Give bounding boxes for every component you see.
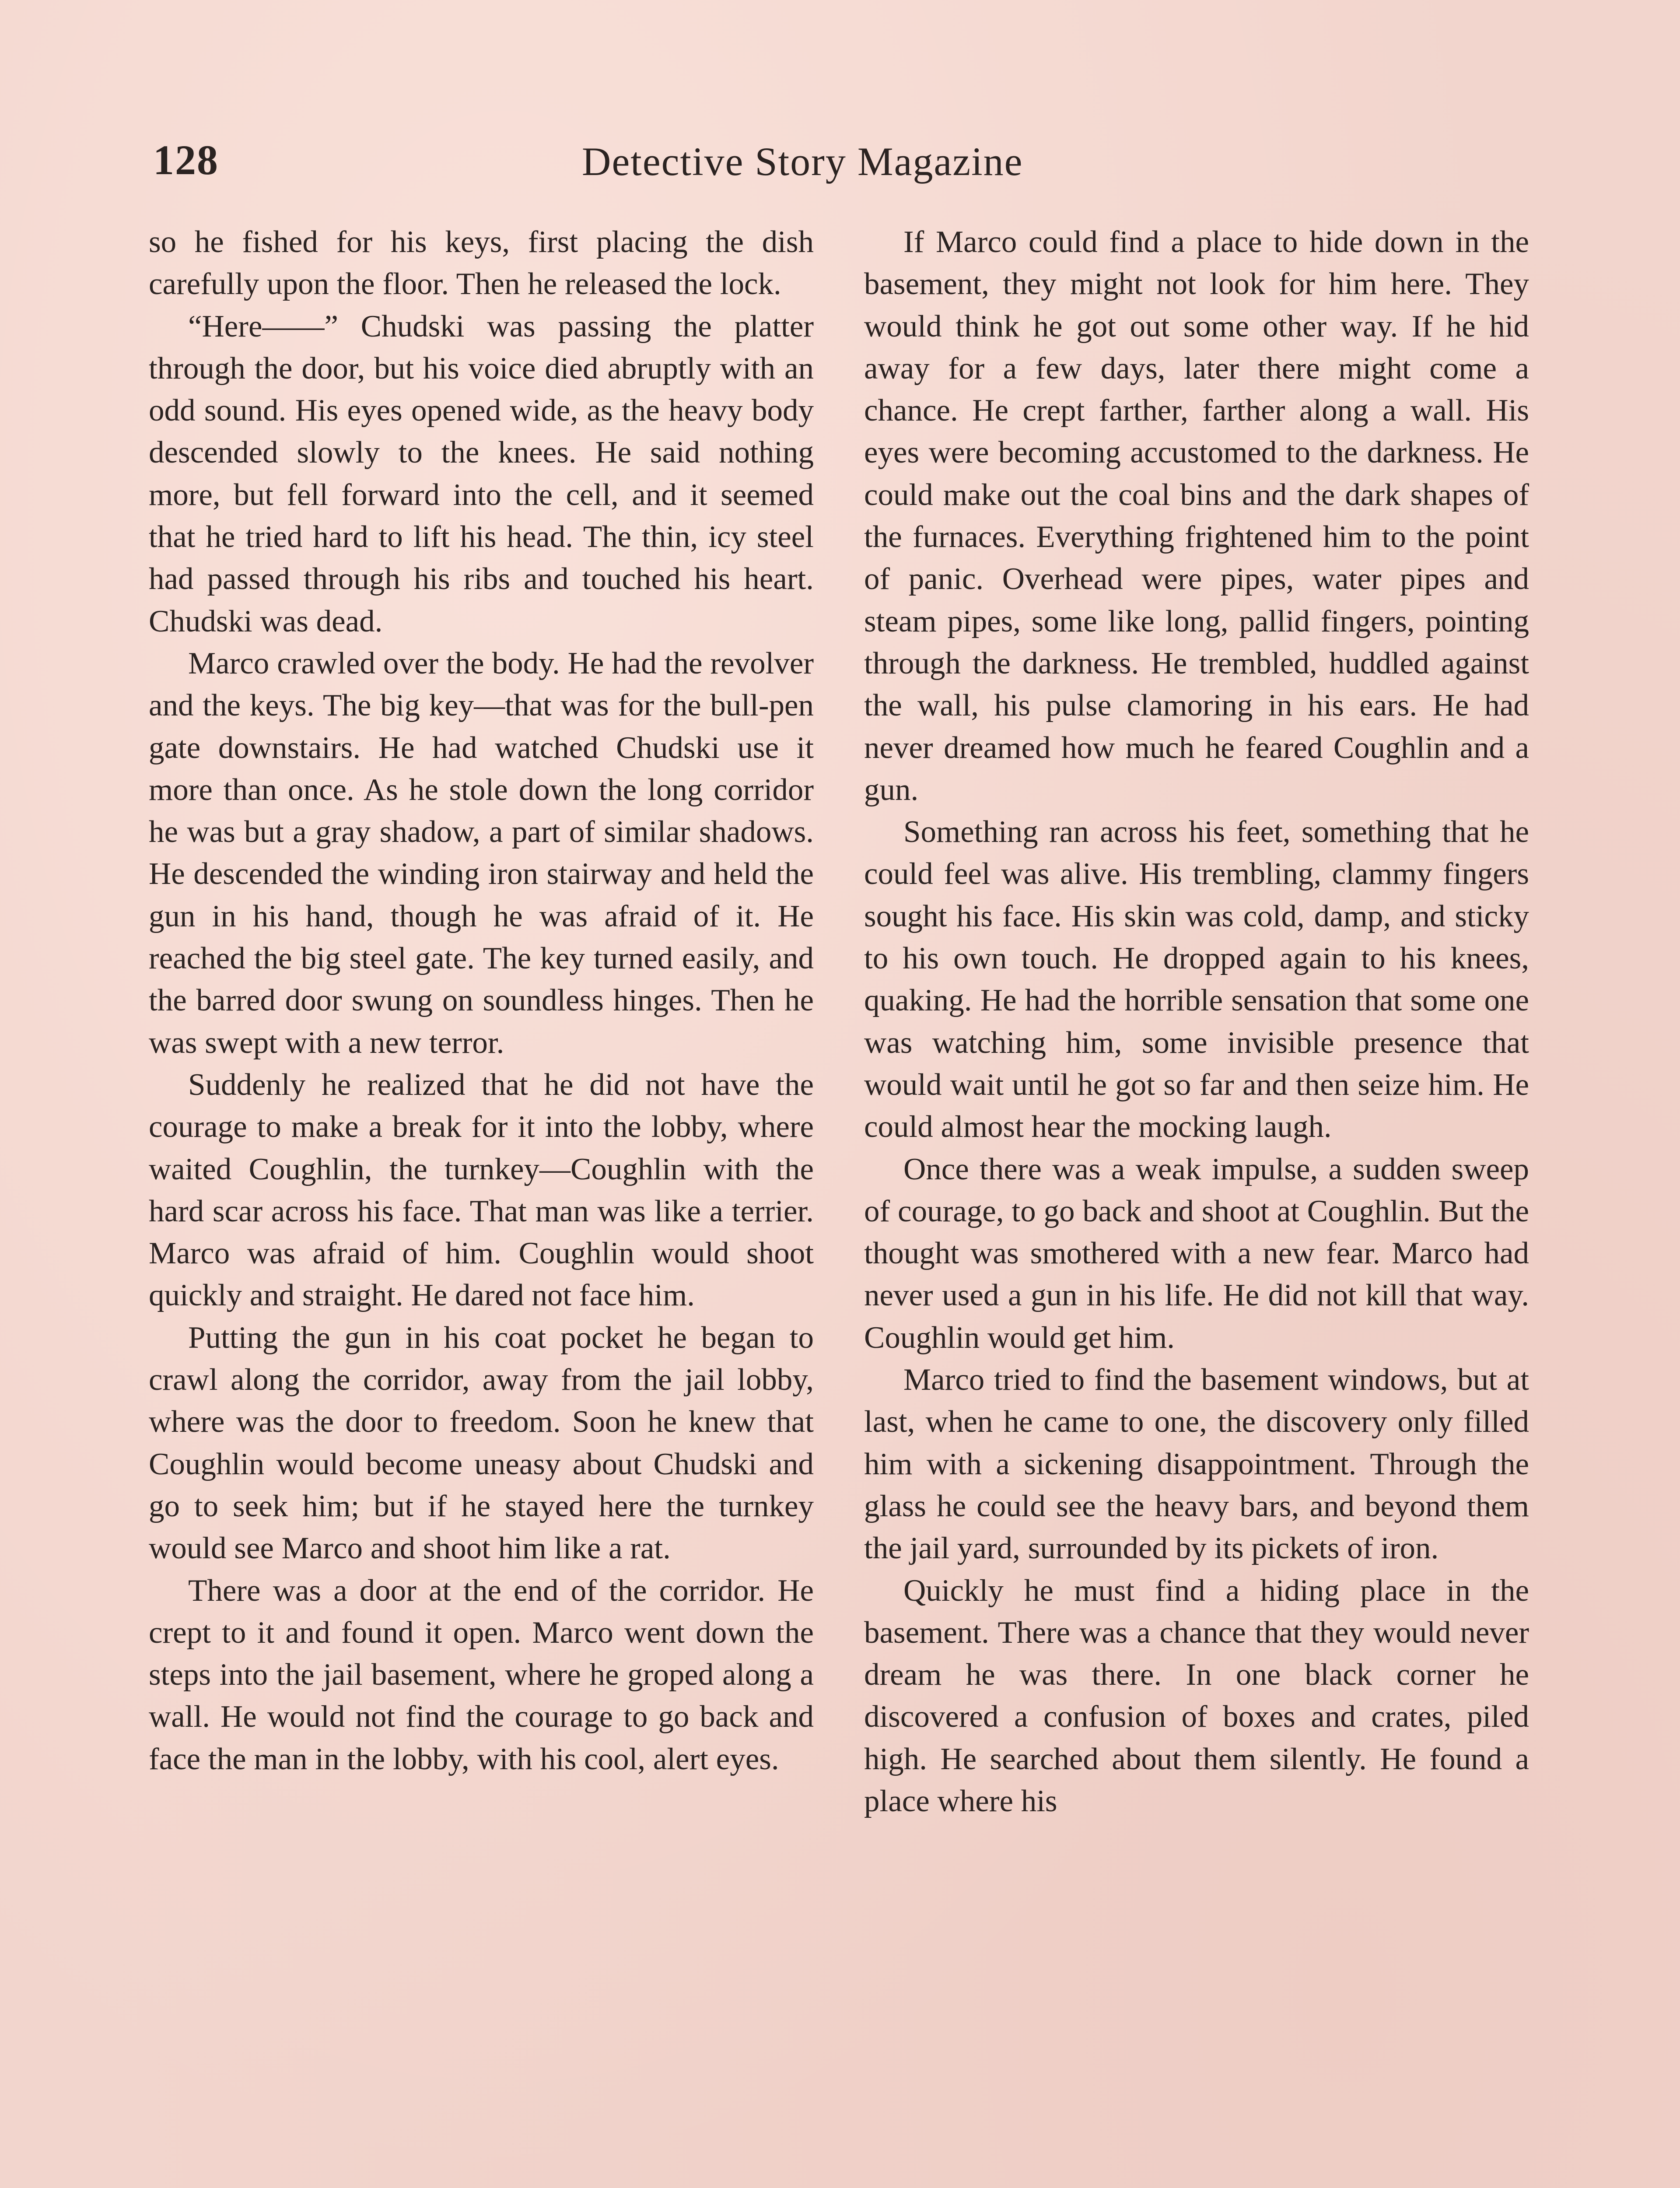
paragraph: Suddenly he realized that he did not have the courage to make a break for it into the lobby, where waited Coughlin, the turnkey—Coughlin with the hard scar across his face. That man was like a terrier. Marco was afraid of him. Coughlin would shoot quickly and straight. He dared not face him.	[149, 1067, 814, 1313]
page-header	[153, 127, 1116, 193]
paragraph: “Here——” Chudski was passing the platter through the door, but his voice died abruptly with an odd sound. His eyes opened wide, as the heavy body descended slowly to the knees. He said nothing more, but fell forward into the cell, and it seemed that he tried hard to lift his head. The thin, icy steel had passed through his ribs and touched his heart. Chudski was dead.	[149, 309, 814, 638]
paragraph: If Marco could find a place to hide down in the basement, they might not look for him here. They would think he got out some other way. If he hid away for a few days, later there might come a chance. He crept farther, farther along a wall. His eyes were becoming accustomed to the darkness. He could make out the coal bins and the dark shapes of the furnaces. Everything frightened him to the point of panic. Overhead were pipes, water pipes and steam pipes, some like long, pallid fingers, pointing through the darkness. He trembled, huddled against the wall, his pulse clamoring in his ears. He had never dreamed how much he feared Coughlin and a gun.	[864, 225, 1529, 807]
paragraph: There was a door at the end of the corridor. He crept to it and found it open. Marco went down the steps into the jail basement, where he groped along a wall. He would not find the courage to go back and face the man in the lobby, with his cool, alert eyes.	[149, 1573, 814, 1776]
paragraph: Marco crawled over the body. He had the revolver and the keys. The big key—that was for the bull-pen gate downstairs. He had watched Chudski use it more than once. As he stole down the long corridor he was but a gray shadow, a part of similar shadows. He descended the winding iron stairway and held the gun in his hand, though he was afraid of it. He reached the big steel gate. The key turned easily, and the barred door swung on soundless hinges. Then he was swept with a new terror.	[149, 646, 814, 1060]
paragraph: so he fished for his keys, first placing the dish carefully upon the floor. Then he released the lock.	[149, 225, 814, 302]
paragraph: Something ran across his feet, something that he could feel was alive. His trembling, clammy fingers sought his face. His skin was cold, damp, and sticky to his own touch. He dropped again to his knees, quaking. He had the horrible sensation that some one was watching him, some invisible presence that would wait until he got so far and then seize him. He could almost hear the mocking laugh.	[864, 815, 1529, 1144]
left-column	[149, 221, 814, 1780]
paragraph: Marco tried to find the basement windows, but at last, when he came to one, the discovery only filled him with a sickening disappointment. Through the glass he could see the heavy bars, and beyond them the jail yard, surrounded by its pickets of iron.	[864, 1363, 1529, 1566]
paragraph: Once there was a weak impulse, a sudden sweep of courage, to go back and shoot at Coughlin. But the thought was smothered with a new fear. Marco had never used a gun in his life. He did not kill that way. Coughlin would get him.	[864, 1152, 1529, 1355]
page-number: 128	[153, 137, 219, 183]
running-title: Detective Story Magazine	[582, 139, 1023, 184]
paragraph: Putting the gun in his coat pocket he began to crawl along the corridor, away from the jail lobby, where was the door to freedom. Soon he knew that Coughlin would become uneasy about Chudski and go to seek him; but if he stayed here the turnkey would see Marco and shoot him like a rat.	[149, 1320, 814, 1566]
paragraph: Quickly he must find a hiding place in the basement. There was a chance that they would never dream he was there. In one black corner he discovered a confusion of boxes and crates, piled high. He searched about them silently. He found a place where his	[864, 1573, 1529, 1818]
right-column	[864, 221, 1529, 1822]
